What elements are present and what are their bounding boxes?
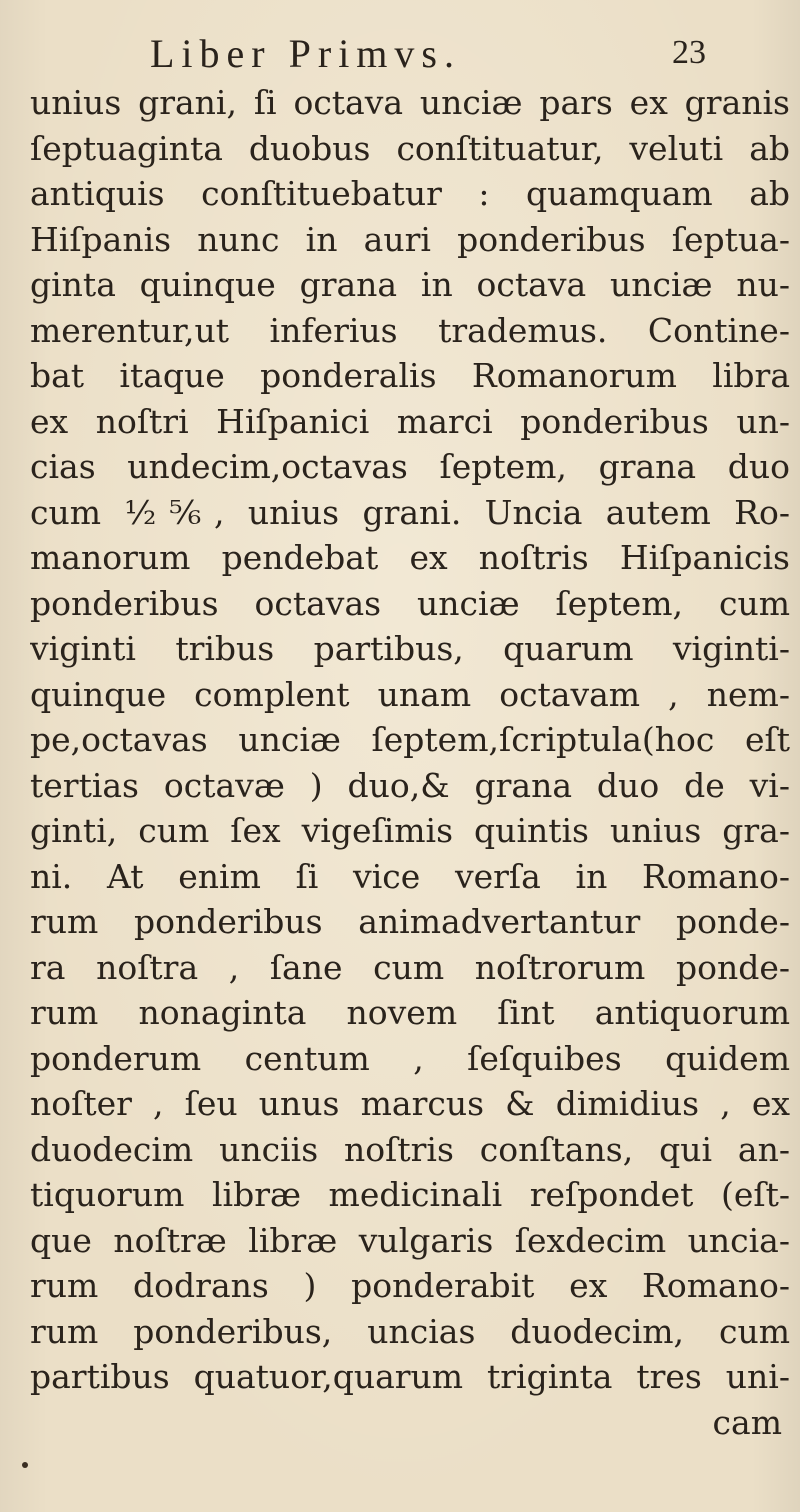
text-line: Hiſpanis nunc in auri ponderibus ſeptua- xyxy=(30,219,790,259)
catchword: cam xyxy=(712,1402,782,1442)
text-line: bat itaque ponderalis Romanorum libra xyxy=(30,356,790,395)
running-head-title: Liber Primvs. xyxy=(150,31,461,76)
text-line: ponderibus octavas unciæ ſeptem, cum xyxy=(30,583,790,623)
text-line: viginti tribus partibus, quarum viginti- xyxy=(30,629,790,668)
text-line: cias undecim,octavas ſeptem, grana duo xyxy=(30,447,790,486)
text-line: ponderum centum , ſeſquibes quidem xyxy=(30,1038,790,1078)
text-line: ginta quinque grana in octava unciæ nu- xyxy=(30,265,790,304)
text-line: ni. At enim ſi vice verſa in Romano- xyxy=(30,856,790,896)
text-line: ginti, cum ſex vigeſimis quintis unius gra- xyxy=(30,811,790,850)
text-line: pe,octavas unciæ ſeptem,ſcriptula(hoc eſt xyxy=(30,720,790,759)
text-line: tiquorum libræ medicinali reſpondet (eſt- xyxy=(30,1175,790,1214)
page-number: 23 xyxy=(672,34,706,71)
text-line: quinque complent unam octavam , nem- xyxy=(30,674,790,714)
text-line: noſter , ſeu unus marcus & dimidius , ex xyxy=(30,1084,790,1123)
text-line: ex noſtri Hiſpanici marci ponderibus un- xyxy=(30,401,790,441)
text-line: ra noſtra , ſane cum noſtrorum ponde- xyxy=(30,947,790,987)
text-line: partibus quatuor,quarum triginta tres uni- xyxy=(30,1357,790,1396)
text-line: ſeptuaginta duobus conſtituatur, veluti ab xyxy=(30,128,790,168)
text-line: antiquis conſtituebatur : quamquam ab xyxy=(30,174,790,213)
text-line: unius grani, ſi octava unciæ pars ex granis xyxy=(30,83,790,122)
body-text xyxy=(30,80,790,1445)
text-line: rum ponderibus animadvertantur ponde- xyxy=(30,902,790,941)
text-line: que noſtræ libræ vulgaris ſexdecim uncia- xyxy=(30,1220,790,1260)
text-line: duodecim unciis noſtris conſtans, qui an- xyxy=(30,1129,790,1169)
text-line: rum nonaginta novem ſint antiquorum xyxy=(30,993,790,1032)
text-line: tertias octavæ ) duo,& grana duo de vi- xyxy=(30,765,790,805)
text-line: rum ponderibus, uncias duodecim, cum xyxy=(30,1311,790,1351)
text-line: cum ½⅚, unius grani. Uncia autem Ro- xyxy=(30,492,790,532)
text-line: merentur,ut inferius trademus. Contine- xyxy=(30,310,790,350)
ink-spot xyxy=(22,1462,28,1468)
running-head xyxy=(0,30,800,80)
text-line: manorum pendebat ex noſtris Hiſpanicis xyxy=(30,538,790,577)
text-line: rum dodrans ) ponderabit ex Romano- xyxy=(30,1266,790,1305)
